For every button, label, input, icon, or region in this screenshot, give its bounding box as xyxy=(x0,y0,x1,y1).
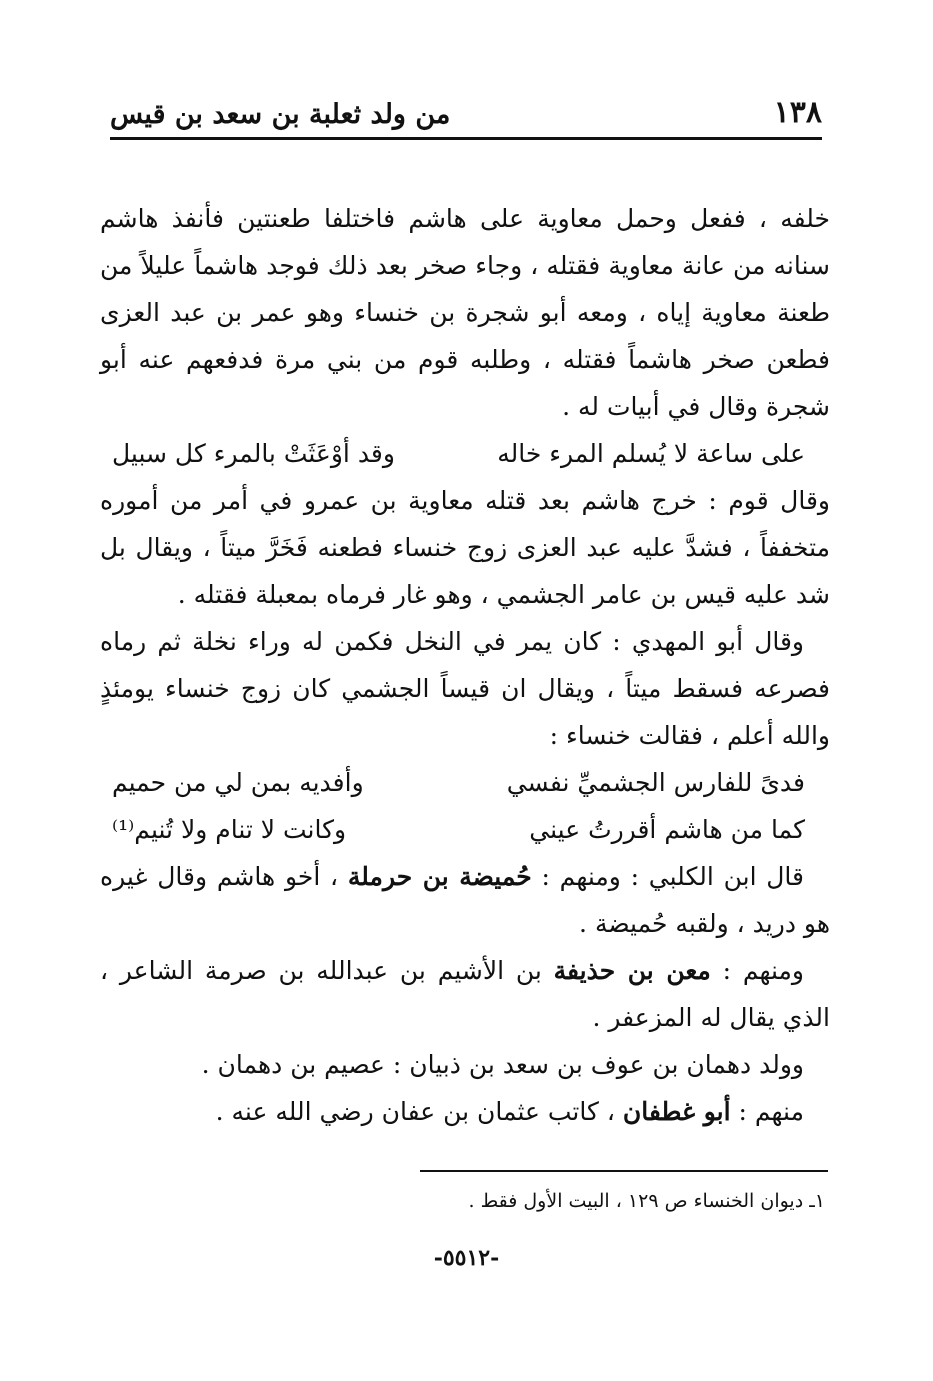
body-text xyxy=(100,195,830,1135)
page-header xyxy=(110,82,822,130)
poem-line-first-half: كما من هاشم أقررتُ عيني xyxy=(529,815,805,844)
paragraph-1: خلفه ، ففعل وحمل معاوية على هاشم فاختلفا طعنتين فأنفذ هاشم سنانه من عانة معاوية فقتله ، وجاء صخر بعد ذلك فوجد هاشماً عليلاً من طعنة معاوية إياه ، ومعه أبو شجرة بن خنساء وهو عمر بن عبد العزى فطعن صخر هاشماً فقتله ، وطلبه قوم من بني مرة فدفعهم عنه أبو شجرة وقال في أبيات له . xyxy=(100,204,830,421)
paragraph-7 xyxy=(100,1088,830,1135)
paragraph-5-lead: ومنهم : xyxy=(710,956,804,985)
header-rule xyxy=(110,137,822,140)
poem-line-second-half: وكانت لا تنام ولا تُنيم⁽¹⁾ xyxy=(112,815,347,844)
paragraph-4-lead: قال ابن الكلبي : ومنهم : xyxy=(531,862,804,891)
paragraph-7-lead: منهم : xyxy=(730,1097,804,1126)
paragraph-2: وقال قوم : خرج هاشم بعد قتله معاوية بن عمرو في أمر من أموره متخففاً ، فشدَّ عليه عبد العزى زوج خنساء فطعنه فَخَرَّ ميتاً ، ويقال بل شد عليه قيس بن عامر الجشمي ، وهو غار فرماه بمعبلة فقتله . xyxy=(100,486,830,609)
paragraph-6: وولد دهمان بن عوف بن سعد بن ذبيان : عصيم بن دهمان . xyxy=(201,1050,804,1079)
verse-second-half: وقد أوْعَثَتْ بالمرء كل سبيل xyxy=(112,439,395,468)
verse-first-half: على ساعة لا يُسلم المرء خاله xyxy=(497,439,805,468)
paragraph-5 xyxy=(100,947,830,1041)
person-name-bold: أبو غطفان xyxy=(622,1097,731,1126)
poem-line-first-half: فدىً للفارس الجشميِّ نفسي xyxy=(506,768,805,797)
page-number: ١٣٨ xyxy=(773,95,822,130)
footnote: ١ـ ديوان الخنساء ص ١٢٩ ، البيت الأول فقط . xyxy=(468,1190,825,1212)
person-name-bold: حُميضة بن حرملة xyxy=(347,862,532,891)
footer-page-number: -٥٥١٢- xyxy=(433,1245,500,1271)
paragraph-5-rest: بن الأشيم بن عبدالله بن صرمة الشاعر ، الذي يقال له المزعفر . xyxy=(100,956,830,1032)
poem-line-second-half: وأفديه بمن لي من حميم xyxy=(112,768,364,797)
poem xyxy=(100,759,830,853)
footnote-rule xyxy=(420,1170,828,1172)
paragraph-7-rest: ، كاتب عثمان بن عفان رضي الله عنه . xyxy=(215,1097,623,1126)
paragraph-3: وقال أبو المهدي : كان يمر في النخل فكمن له وراء نخلة ثم رماه فصرعه فسقط ميتاً ، ويقال ان قيساً الجشمي كان زوج خنساء يومئذٍ والله أعلم ، فقالت خنساء : xyxy=(100,627,830,750)
paragraph-4-rest: ، أخو هاشم وقال غيره هو دريد ، ولقبه حُميضة . xyxy=(100,862,830,938)
poem-line xyxy=(100,806,830,853)
poem-line xyxy=(100,759,830,806)
paragraph-4 xyxy=(100,853,830,947)
verse-line xyxy=(100,430,830,477)
running-title: من ولد ثعلبة بن سعد بن قيس xyxy=(110,99,451,130)
person-name-bold: معن بن حذيفة xyxy=(553,956,711,985)
